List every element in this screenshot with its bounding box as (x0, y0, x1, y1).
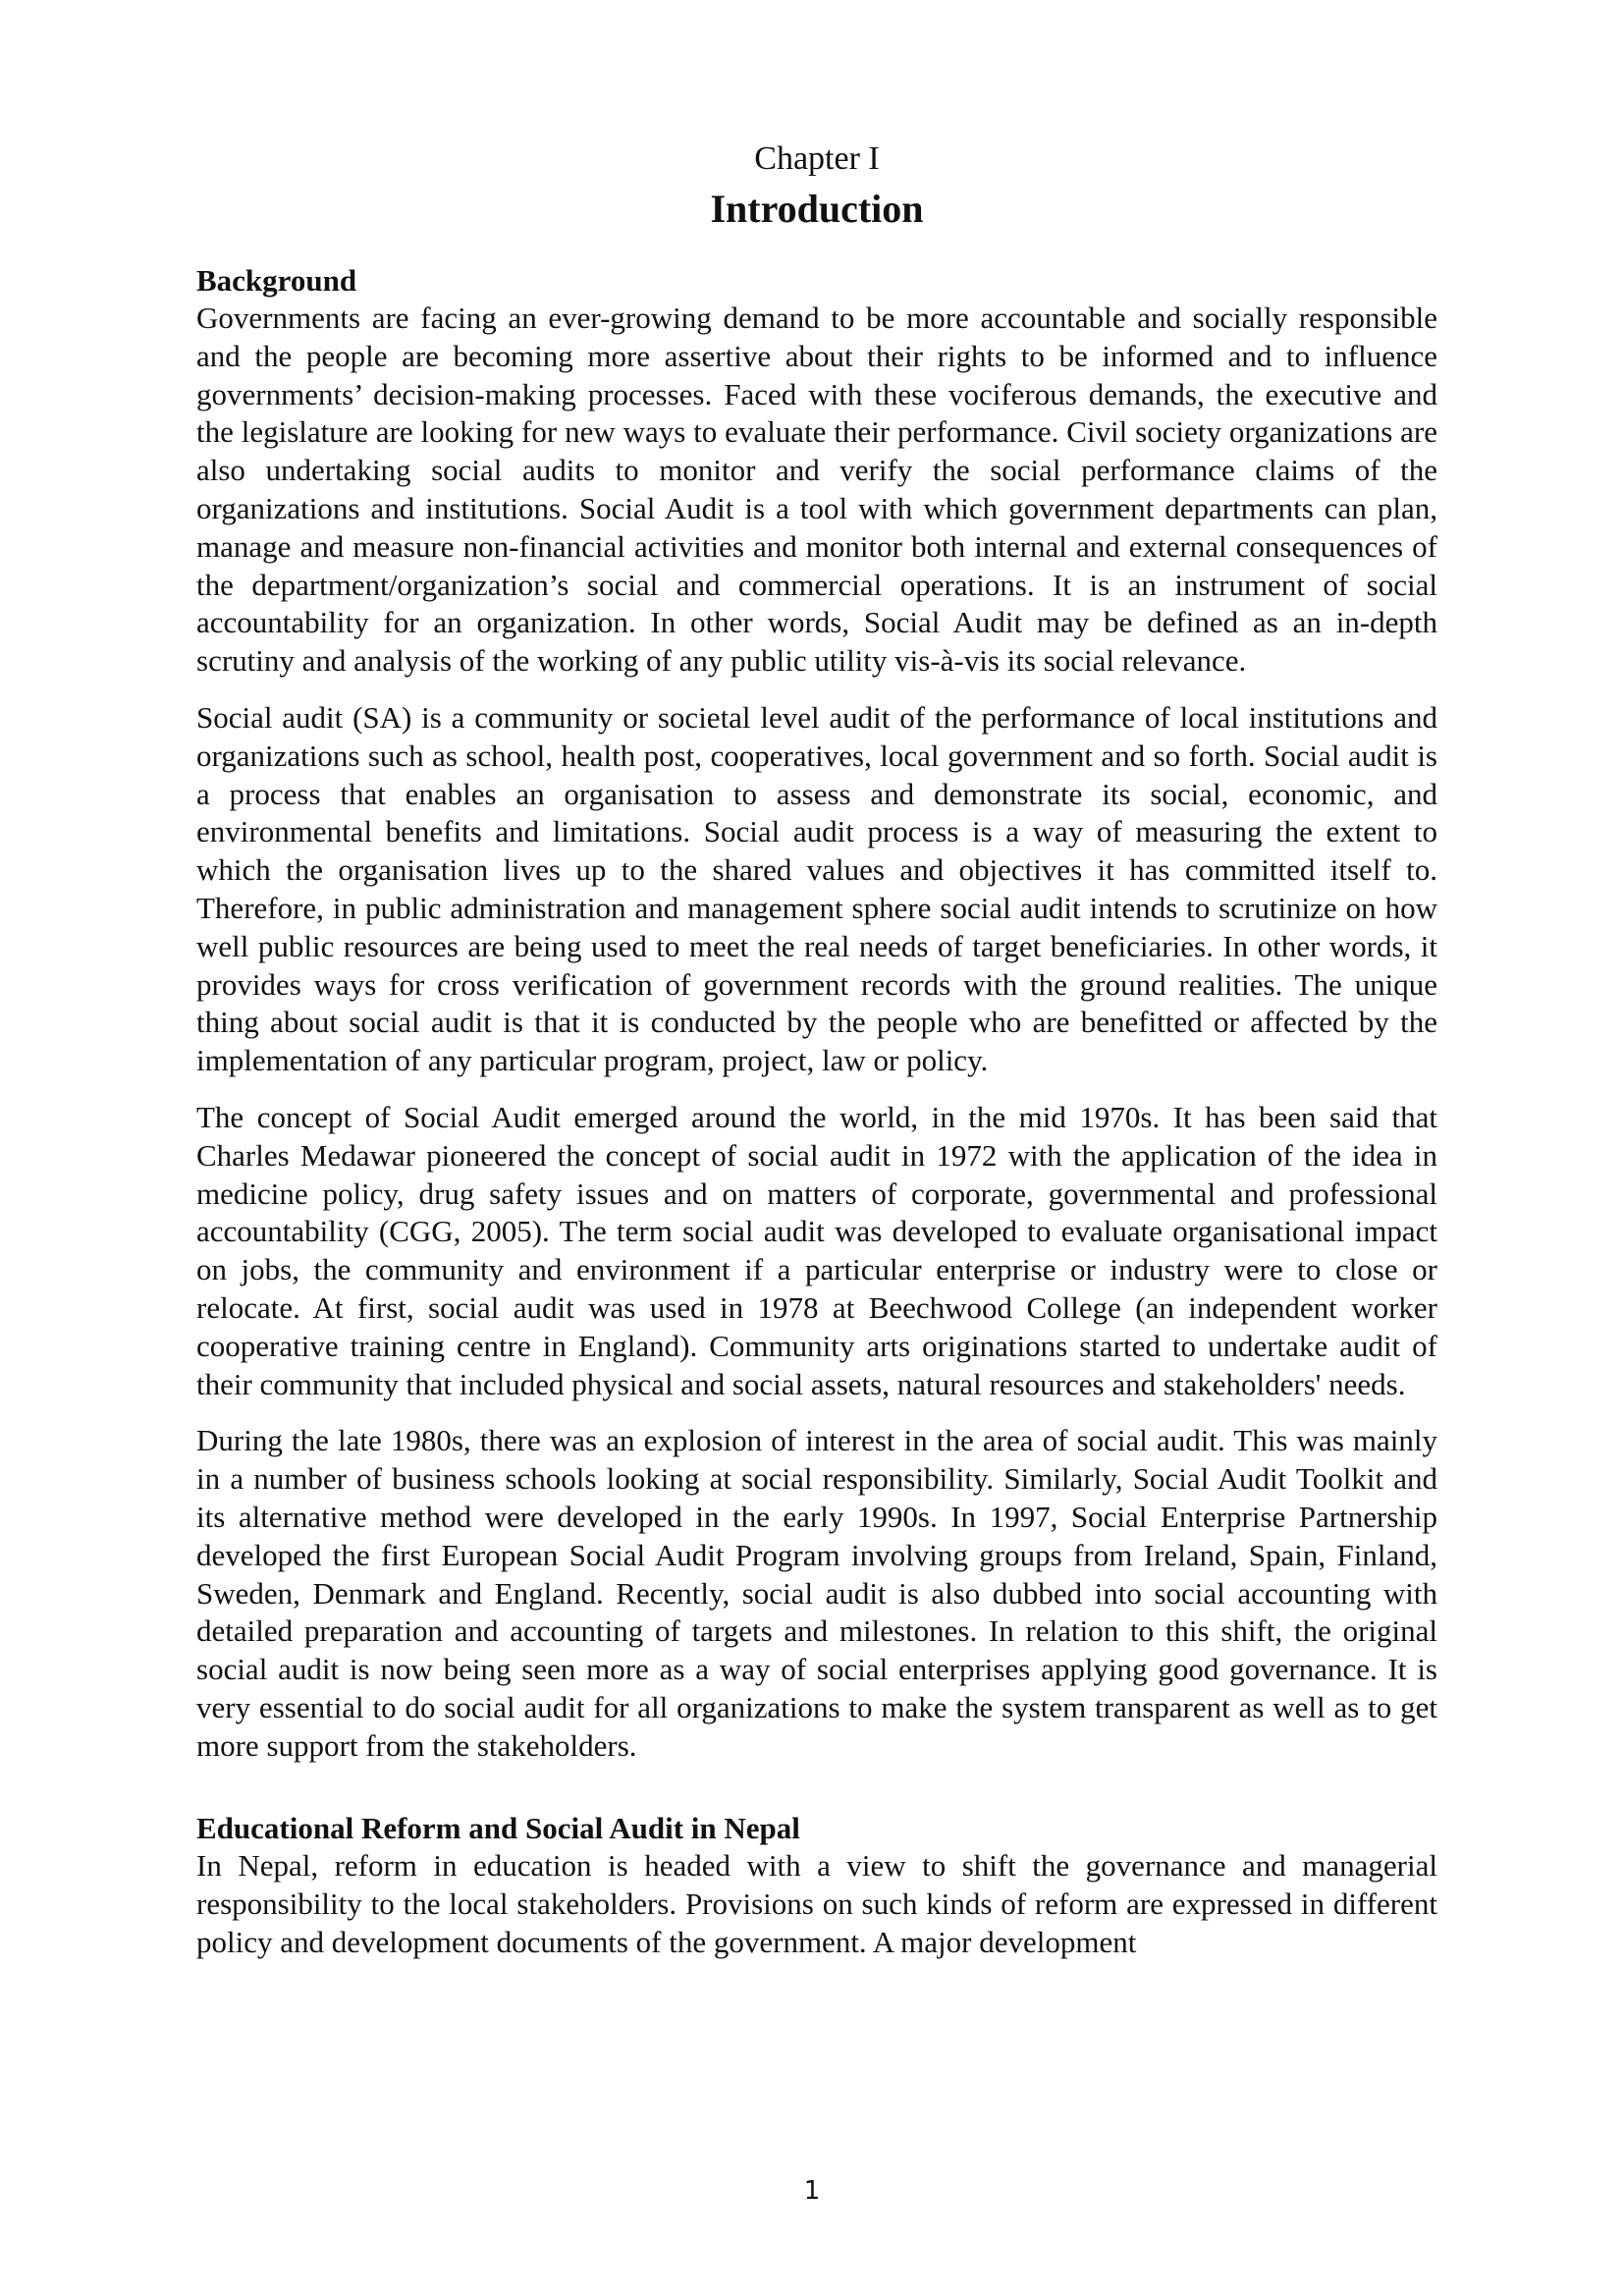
section-spacer (196, 1783, 1437, 1809)
chapter-label: Chapter I (754, 140, 880, 177)
paragraph: Governments are facing an ever-growing demand to be more accountable and socially responsible and the people are becoming more assertive about their rights to be informed and to influence governments’ decision-making processes. Faced with these vociferous demands, the executive and the legislature are looking for new ways to evaluate their performance. Civil society organizations are also undertaking social audits to monitor and verify the social performance claims of the organizations and institutions. Social Audit is a tool with which government departments can plan, manage and measure non-financial activities and monitor both internal and external consequences of the department/organization’s social and commercial operations. It is an instrument of social accountability for an organization. In other words, Social Audit may be defined as an in-depth scrutiny and analysis of the working of any public utility vis-à-vis its social relevance. (196, 301, 1437, 679)
paragraph: During the late 1980s, there was an explosion of interest in the area of social audit. This was mainly in a number of business schools looking at social responsibility. Similarly, Social Audit Toolkit and its alternative method were developed in the early 1990s. In 1997, Social Enterprise Partnership developed the first European Social Audit Program involving groups from Ireland, Spain, Finland, Sweden, Denmark and England. Recently, social audit is also dubbed into social accounting with detailed preparation and accounting of targets and milestones. In relation to this shift, the original social audit is now being seen more as a way of social enterprises applying good governance. It is very essential to do social audit for all organizations to make the system transparent as well as to get more support from the stakeholders. (196, 1423, 1437, 1763)
chapter-title: Introduction (710, 187, 924, 231)
paragraph: The concept of Social Audit emerged around the world, in the mid 1970s. It has been said that Charles Medawar pioneered the concept of social audit in 1972 with the application of the idea in medicine policy, drug safety issues and on matters of corporate, governmental and professional accountability (CGG, 2005). The term social audit was developed to evaluate organisational impact on jobs, the community and environment if a particular enterprise or industry were to close or relocate. At first, social audit was used in 1978 at Beechwood College (an independent worker cooperative training centre in England). Community arts originations started to undertake audit of their community that included physical and social assets, natural resources and stakeholders' needs. (196, 1099, 1437, 1401)
section-heading: Educational Reform and Social Audit in Nepal (196, 1811, 800, 1846)
section-heading: Background (196, 263, 357, 298)
paragraph: In Nepal, reform in education is headed with a view to shift the governance and managerial responsibility to the local stakeholders. Provisions on such kinds of reform are expressed in different policy and development documents of the government. A major development (196, 1848, 1437, 1960)
section-educational-reform (196, 1809, 1437, 1961)
section-background (196, 261, 1437, 1765)
paragraph: Social audit (SA) is a community or societal level audit of the performance of local institutions and organizations such as school, health post, cooperatives, local government and so forth. Social audit is a process that enables an organisation to assess and demonstrate its social, economic, and environmental benefits and limitations. Social audit process is a way of measuring the extent to which the organisation lives up to the shared values and objectives it has committed itself to. Therefore, in public administration and management sphere social audit intends to scrutinize on how well public resources are being used to meet the real needs of target beneficiaries. In other words, it provides ways for cross verification of government records with the ground realities. The unique thing about social audit is that it is conducted by the people who are benefitted or affected by the implementation of any particular program, project, law or policy. (196, 699, 1437, 1078)
page-number: 1 (803, 2176, 821, 2206)
document-page (196, 137, 1437, 1981)
